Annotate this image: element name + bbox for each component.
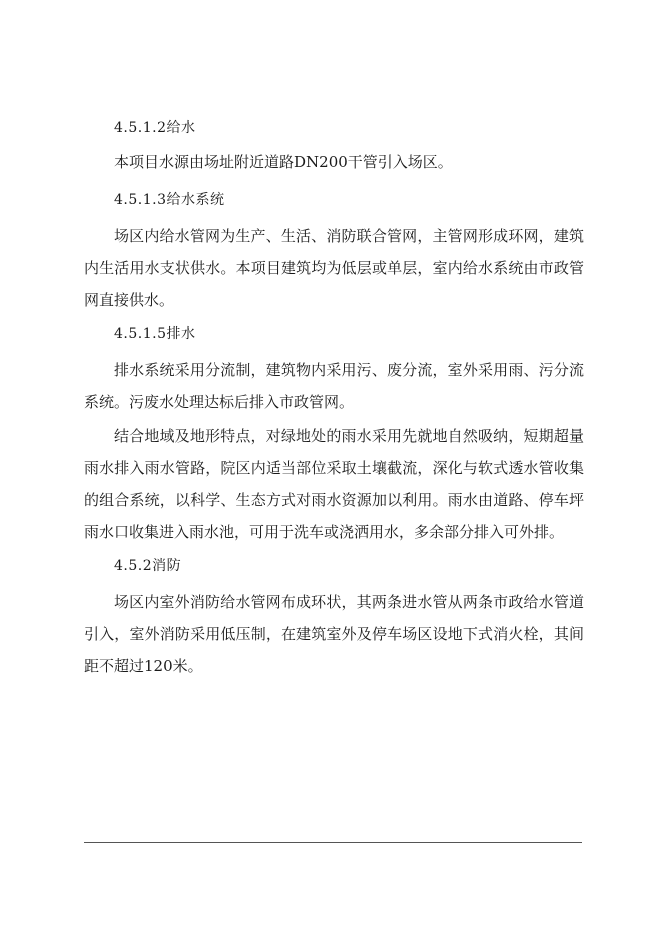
- document-body: [84, 118, 584, 690]
- paragraph-water-supply-system: 场区内给水管网为生产、生活、消防联合管网，主管网形成环网，建筑内生活用水支状供水。本项目建筑均为低层或单层，室内给水系统由市政管网直接供水。: [84, 227, 584, 309]
- paragraph-fire-protection: 场区内室外消防给水管网布成环状，其两条进水管从两条市政给水管道引入，室外消防采用低压制，在建筑室外及停车场区设地下式消火栓，其间距不超过120米。: [84, 593, 584, 675]
- section-heading-water-supply: 4.5.1.2给水: [114, 120, 196, 136]
- section-heading-drainage: 4.5.1.5排水: [114, 326, 196, 342]
- section-heading-fire-protection: 4.5.2消防: [114, 558, 182, 574]
- section-heading-water-supply-system: 4.5.1.3给水系统: [114, 192, 225, 208]
- paragraph-drainage-system: 排水系统采用分流制，建筑物内采用污、废分流，室外采用雨、污分流系统。污废水处理达标后排入市政管网。: [84, 361, 584, 411]
- footer-divider: [84, 842, 582, 843]
- paragraph-water-source: 本项目水源由场址附近道路DN200干管引入场区。: [114, 153, 453, 171]
- paragraph-rainwater-utilization: 结合地域及地形特点，对绿地处的雨水采用先就地自然吸纳，短期超量雨水排入雨水管路，院区内适当部位采取土壤截流，深化与软式透水管收集的组合系统，以科学、生态方式对雨水资源加以利用。雨水由道路、停车坪雨水口收集进入雨水池，可用于洗车或浇洒用水，多余部分排入可外排。: [84, 427, 584, 541]
